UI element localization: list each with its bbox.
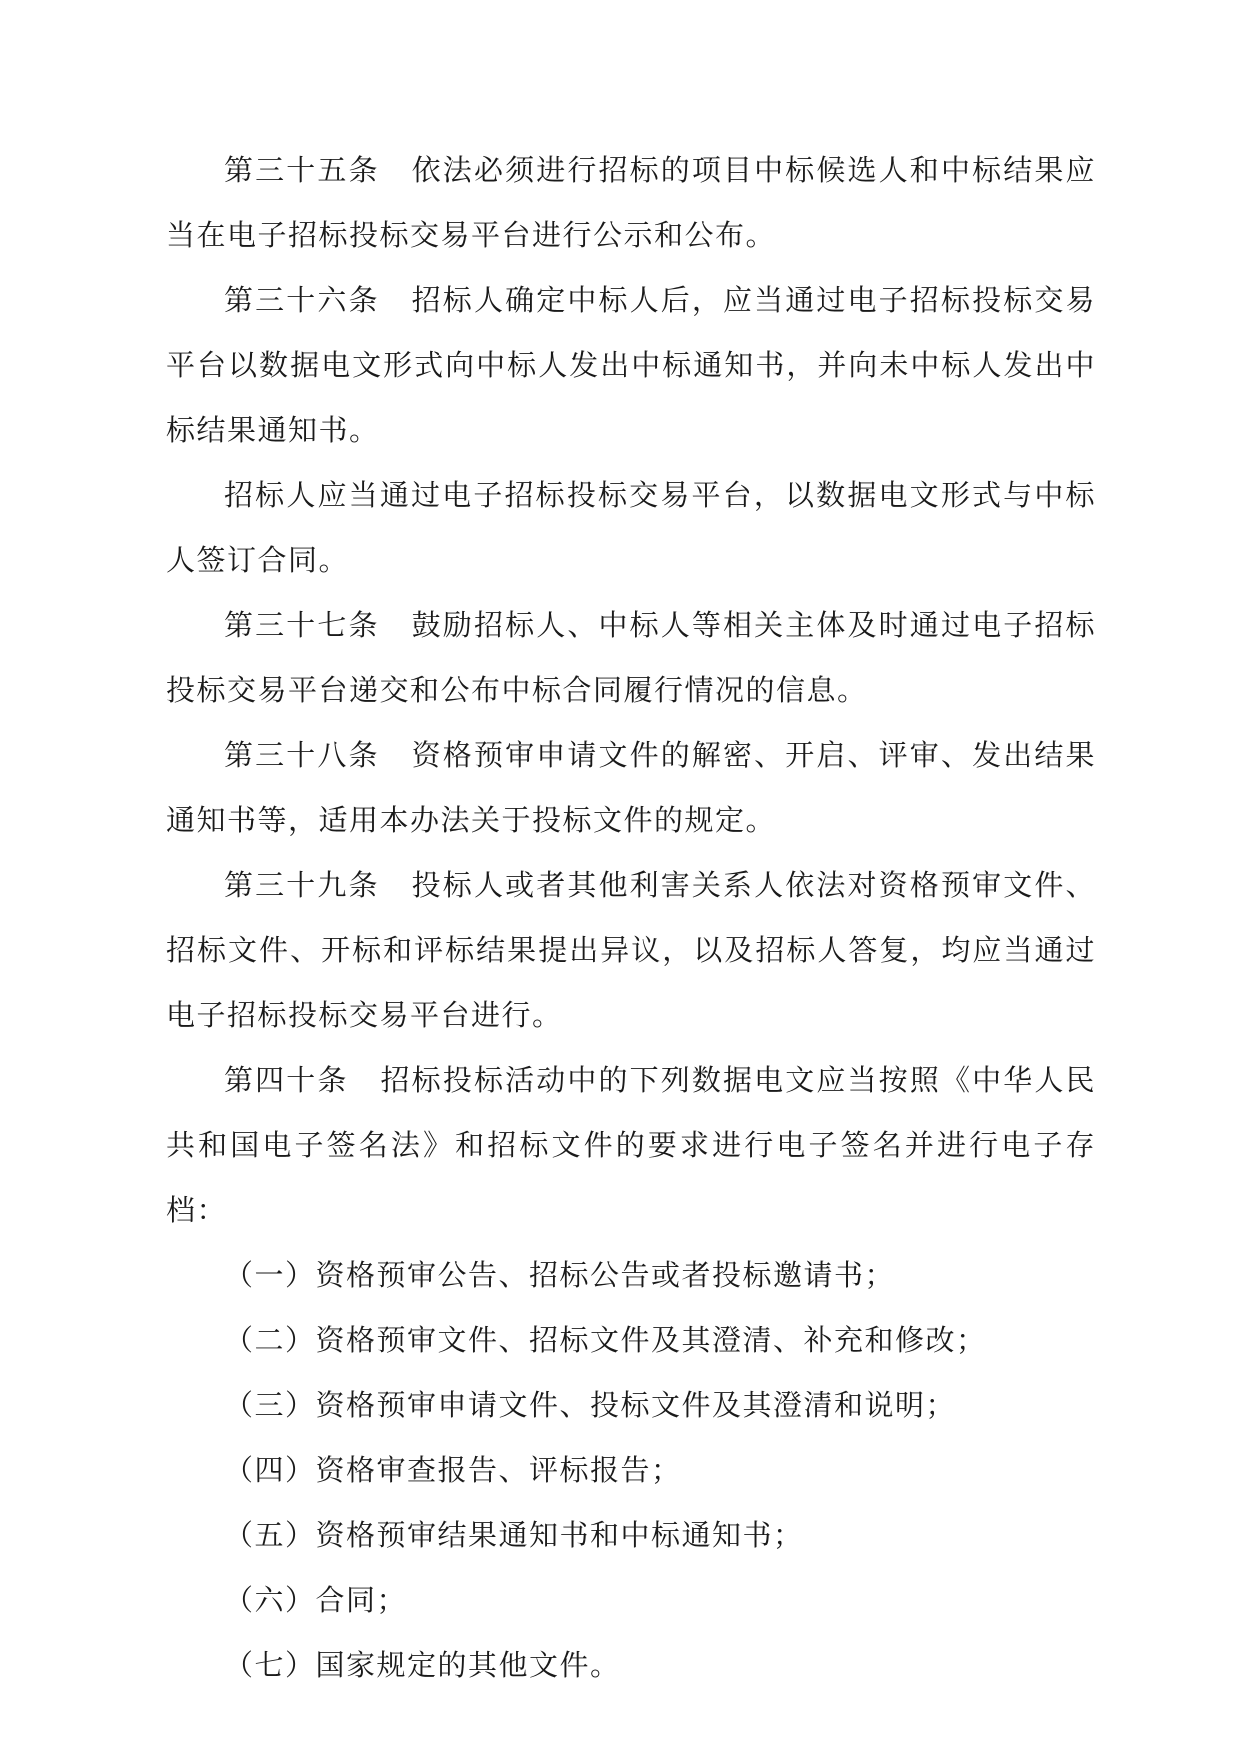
article-35 (166, 138, 1096, 268)
article-number: 第三十六条 (224, 283, 380, 317)
list-item: （三）资格预审申请文件、投标文件及其澄清和说明； (224, 1388, 957, 1422)
article-39 (166, 853, 1096, 1048)
document-body (166, 138, 1096, 1698)
article-number: 第三十五条 (224, 153, 380, 187)
article-text: 投标人或者其他利害关系人依法对资格预审文件、招标文件、开标和评标结果提出异议，以及招标人答复，均应当通过电子招标投标交易平台进行。 (166, 868, 1096, 1032)
article-text: 招标人确定中标人后，应当通过电子招标投标交易平台以数据电文形式向中标人发出中标通知书，并向未中标人发出中标结果通知书。 (166, 283, 1096, 447)
list-item: （六）合同； (224, 1583, 408, 1617)
article-36 (166, 268, 1096, 463)
article-38 (166, 723, 1096, 853)
article-text: 鼓励招标人、中标人等相关主体及时通过电子招标投标交易平台递交和公布中标合同履行情况的信息。 (166, 608, 1096, 707)
article-number: 第三十七条 (224, 608, 380, 642)
article-text: 招标投标活动中的下列数据电文应当按照《中华人民共和国电子签名法》和招标文件的要求进行电子签名并进行电子存档： (166, 1063, 1096, 1227)
article-37 (166, 593, 1096, 723)
list-item: （一）资格预审公告、招标公告或者投标邀请书； (224, 1258, 896, 1292)
list-item: （四）资格审查报告、评标报告； (224, 1453, 682, 1487)
article-text: 资格预审申请文件的解密、开启、评审、发出结果通知书等，适用本办法关于投标文件的规定。 (166, 738, 1096, 837)
article-text: 依法必须进行招标的项目中标候选人和中标结果应当在电子招标投标交易平台进行公示和公布。 (166, 153, 1096, 252)
list-item: （五）资格预审结果通知书和中标通知书； (224, 1518, 804, 1552)
article-36-continuation: 招标人应当通过电子招标投标交易平台，以数据电文形式与中标人签订合同。 (166, 478, 1096, 577)
article-40 (166, 1048, 1096, 1243)
article-number: 第三十八条 (224, 738, 380, 772)
list-item: （二）资格预审文件、招标文件及其澄清、补充和修改； (224, 1323, 987, 1357)
list-item: （七）国家规定的其他文件。 (224, 1648, 621, 1682)
article-number: 第四十条 (224, 1063, 349, 1097)
article-number: 第三十九条 (224, 868, 380, 902)
